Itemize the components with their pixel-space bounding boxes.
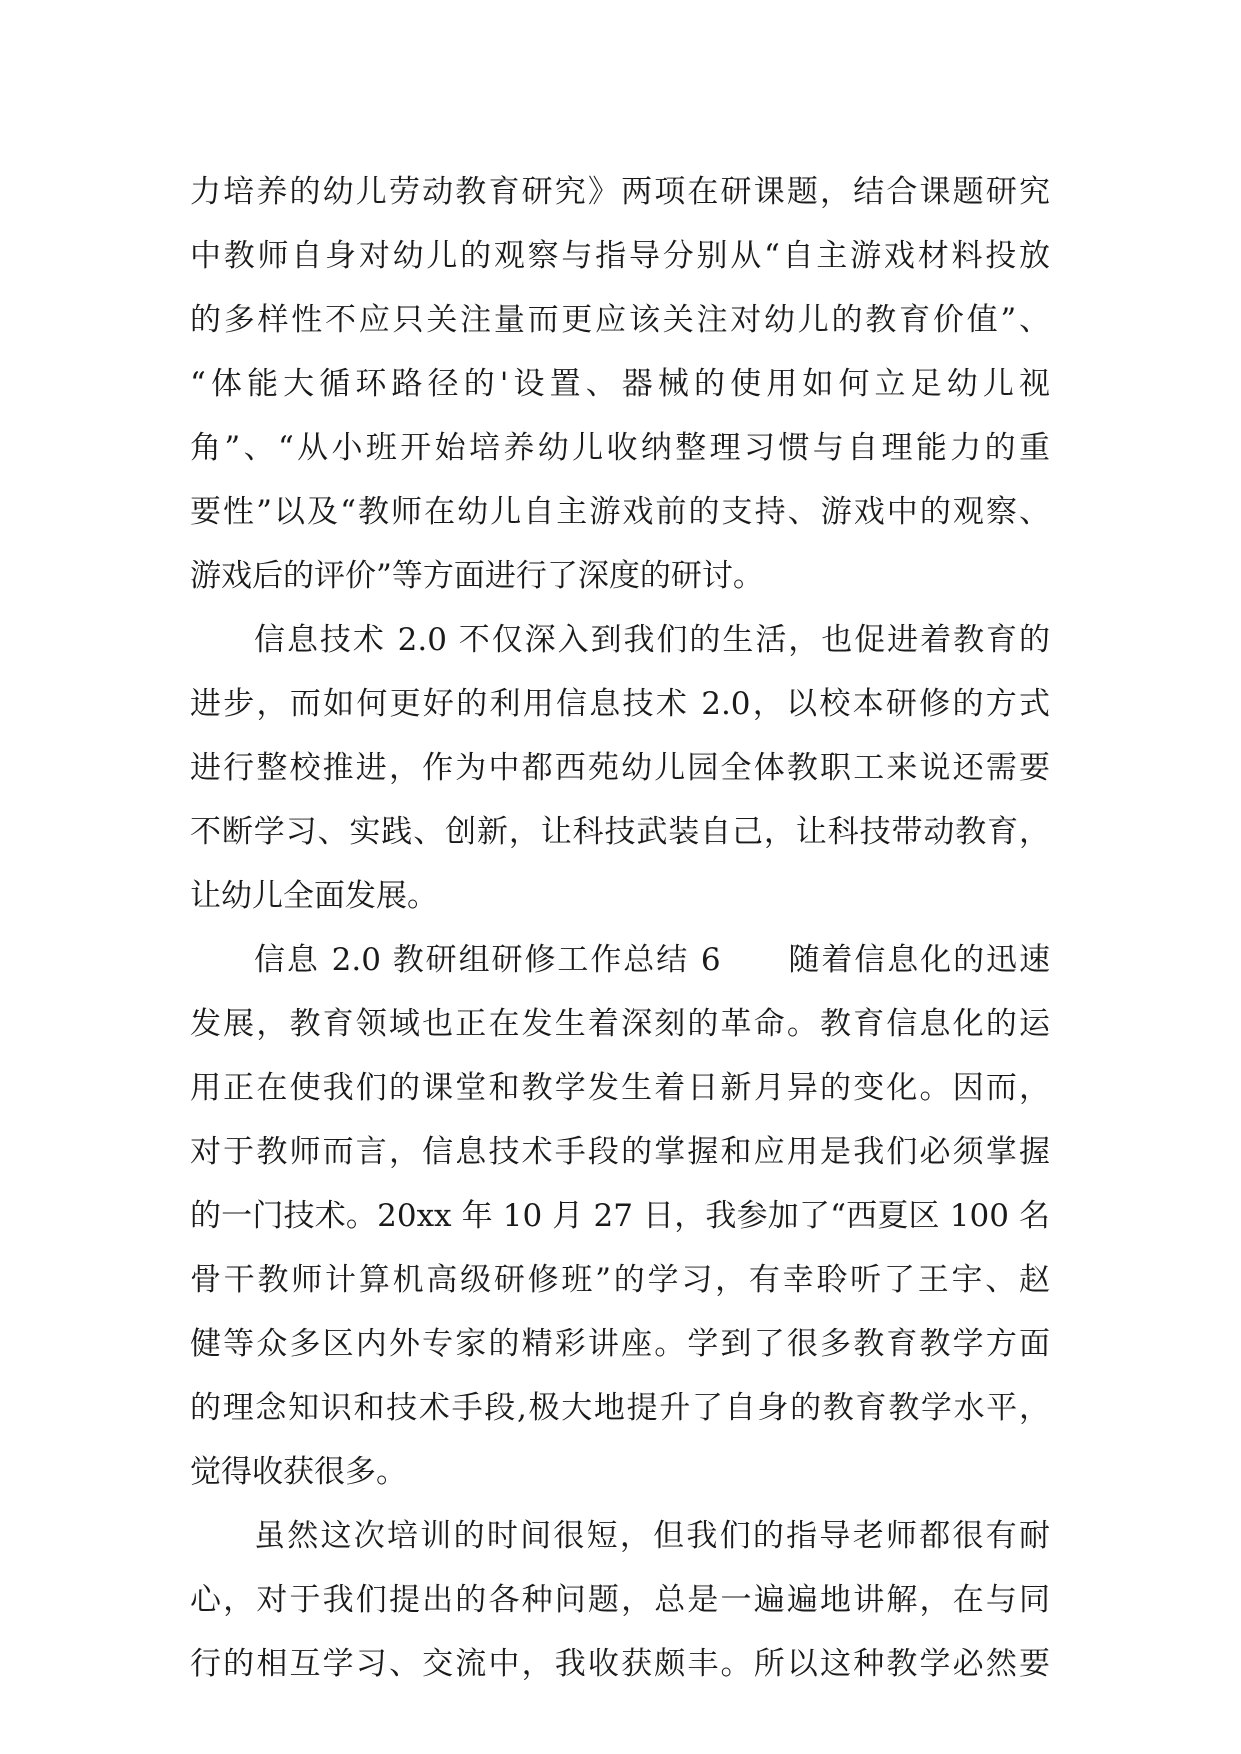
text-line: 中教师自身对幼儿的观察与指导分别从“自主游戏材料投放 — [190, 238, 1050, 274]
text-line: 健等众多区内外专家的精彩讲座。学到了很多教育教学方面 — [190, 1326, 1050, 1362]
text-line: 用正在使我们的课堂和教学发生着日新月异的变化。因而， — [190, 1070, 1050, 1106]
text-line: 角”、“从小班开始培养幼儿收纳整理习惯与自理能力的重 — [190, 430, 1050, 466]
text-line: “体能大循环路径的'设置、器械的使用如何立足幼儿视 — [190, 366, 1050, 402]
text-line: 力培养的幼儿劳动教育研究》两项在研课题，结合课题研究 — [190, 174, 1050, 210]
text-line: 让幼儿全面发展。 — [190, 878, 438, 914]
text-line: 虽然这次培训的时间很短，但我们的指导老师都很有耐 — [254, 1518, 1050, 1554]
text-line: 发展，教育领域也正在发生着深刻的革命。教育信息化的运 — [190, 1006, 1050, 1042]
body-text — [190, 160, 1050, 1696]
text-line: 进行整校推进，作为中都西苑幼儿园全体教职工来说还需要 — [190, 750, 1050, 786]
text-line: 对于教师而言，信息技术手段的掌握和应用是我们必须掌握 — [190, 1134, 1050, 1170]
paragraph — [190, 928, 1050, 1504]
paragraph — [190, 160, 1050, 608]
text-line: 心，对于我们提出的各种问题，总是一遍遍地讲解，在与同 — [190, 1582, 1050, 1618]
text-line: 游戏后的评价”等方面进行了深度的研讨。 — [190, 558, 764, 594]
text-line: 信息技术 2.0 不仅深入到我们的生活，也促进着教育的 — [254, 622, 1050, 658]
text-line: 觉得收获很多。 — [190, 1454, 407, 1490]
text-line: 的一门技术。20xx 年 10 月 27 日，我参加了“西夏区 100 名 — [190, 1198, 1050, 1234]
text-line: 行的相互学习、交流中，我收获颇丰。所以这种教学必然要 — [190, 1646, 1050, 1682]
text-line: 的多样性不应只关注量而更应该关注对幼儿的教育价值”、 — [190, 302, 1050, 338]
text-line: 进步，而如何更好的利用信息技术 2.0，以校本研修的方式 — [190, 686, 1050, 722]
paragraph — [190, 608, 1050, 928]
text-line: 信息 2.0 教研组研修工作总结 6 随着信息化的迅速 — [254, 942, 1050, 978]
text-line: 不断学习、实践、创新，让科技武装自己，让科技带动教育， — [190, 814, 1050, 850]
text-line: 骨干教师计算机高级研修班”的学习，有幸聆听了王宇、赵 — [190, 1262, 1050, 1298]
text-line: 的理念知识和技术手段,极大地提升了自身的教育教学水平， — [190, 1390, 1050, 1426]
paragraph — [190, 1504, 1050, 1696]
text-line: 要性”以及“教师在幼儿自主游戏前的支持、游戏中的观察、 — [190, 494, 1050, 530]
